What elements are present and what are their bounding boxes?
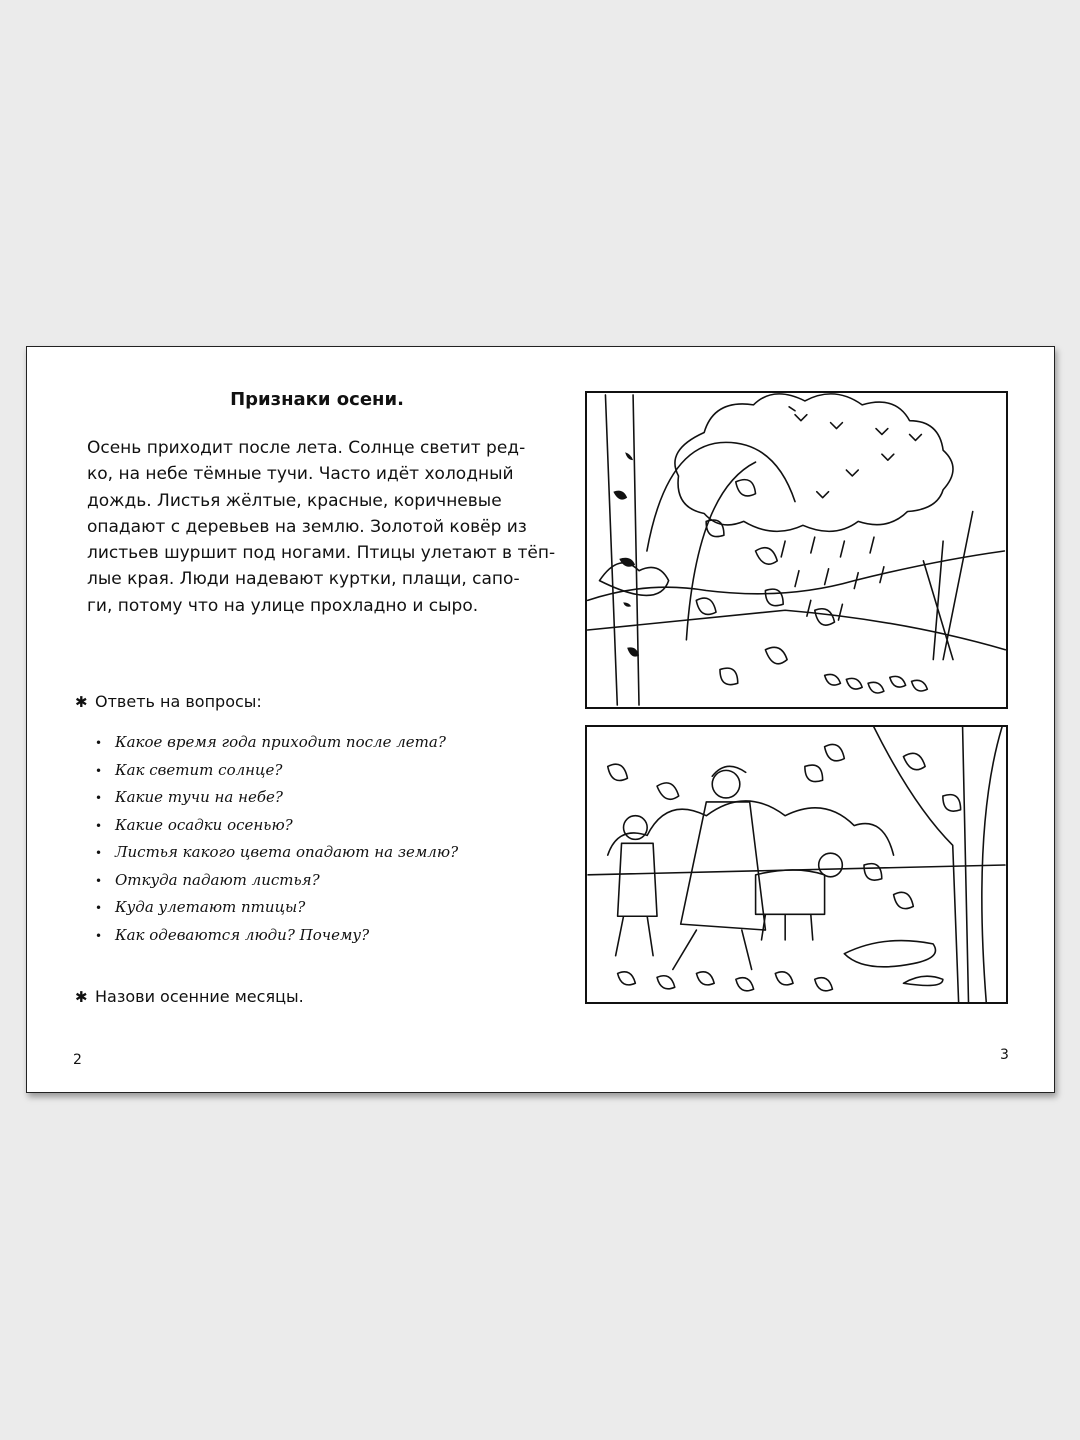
bullet-icon: • bbox=[95, 736, 103, 750]
puddle bbox=[844, 941, 935, 967]
paragraph-line: листьев шуршит под ногами. Птицы улетают в тёп- bbox=[87, 543, 556, 564]
rain-scene-drawing bbox=[587, 393, 1006, 707]
hill-line bbox=[588, 610, 1006, 649]
autumn-walk-illustration bbox=[585, 725, 1008, 1004]
leaf-icon bbox=[894, 892, 914, 908]
leaf-icon bbox=[765, 589, 783, 606]
leaf-icon bbox=[805, 765, 823, 782]
tree-branch bbox=[686, 462, 755, 640]
bird-icon bbox=[789, 407, 807, 421]
page-title: Признаки осени. bbox=[230, 389, 404, 410]
bullet-icon: • bbox=[95, 846, 103, 860]
task-label: Ответь на вопросы: bbox=[95, 692, 262, 711]
task-name-months bbox=[75, 987, 304, 1006]
child-coat bbox=[618, 843, 657, 916]
walk-scene-drawing bbox=[587, 727, 1006, 1002]
paragraph-line: дождь. Листья жёлтые, красные, коричневые bbox=[87, 490, 502, 511]
book-spread bbox=[26, 346, 1055, 1093]
bird-icon bbox=[910, 434, 922, 440]
birch-mark bbox=[625, 452, 633, 460]
bullet-icon: • bbox=[95, 763, 103, 778]
list-item bbox=[95, 871, 458, 899]
dog-body bbox=[756, 870, 825, 914]
child-legs bbox=[616, 916, 653, 955]
bullet-icon: • bbox=[95, 818, 103, 833]
leaf-icon bbox=[825, 744, 845, 760]
dog-legs bbox=[762, 914, 813, 940]
task-label: Назови осенние месяцы. bbox=[95, 987, 304, 1006]
paragraph-line: ги, потому что на улице прохладно и сыро. bbox=[87, 595, 479, 616]
bird-icon bbox=[846, 470, 858, 476]
birch-trunk-left bbox=[605, 395, 617, 705]
question-text: Как одеваются люди? Почему? bbox=[115, 925, 370, 944]
bullet-icon: • bbox=[95, 873, 103, 888]
paragraph-line: опадают с деревьев на землю. Золотой ковёр из bbox=[87, 516, 527, 537]
leaf-icon bbox=[657, 783, 679, 799]
man-legs bbox=[673, 930, 752, 969]
fallen-leaves bbox=[618, 972, 833, 991]
leaf-icon bbox=[864, 864, 882, 881]
page-number-left: 2 bbox=[73, 1052, 82, 1068]
rain-drops bbox=[781, 537, 884, 620]
leaf-icon bbox=[815, 609, 835, 625]
birch-mark bbox=[613, 491, 627, 500]
question-text: Куда улетают птицы? bbox=[115, 898, 306, 916]
bullet-icon: • bbox=[95, 791, 103, 805]
list-item bbox=[95, 926, 458, 954]
bird-icon bbox=[831, 423, 843, 429]
leaf-icon bbox=[903, 753, 925, 769]
child-head bbox=[624, 816, 648, 840]
autumn-rain-illustration bbox=[585, 391, 1008, 709]
bullet-icon: • bbox=[95, 928, 103, 943]
leaf-icon bbox=[943, 795, 961, 812]
leaf-icon bbox=[756, 548, 778, 564]
birch-mark bbox=[623, 602, 631, 606]
dog-head bbox=[819, 853, 843, 877]
paragraph-line: ко, на небе тёмные тучи. Часто идёт холодный bbox=[87, 464, 514, 485]
paragraph-line: лые края. Люди надевают куртки, плащи, сапо- bbox=[87, 569, 520, 590]
question-text: Какие осадки осенью? bbox=[115, 815, 293, 834]
question-text: Откуда падают листья? bbox=[115, 870, 320, 889]
list-item bbox=[95, 843, 458, 871]
question-list bbox=[95, 733, 458, 953]
page-number-right: 3 bbox=[1000, 1047, 1009, 1063]
man-coat bbox=[681, 802, 766, 930]
task-answer-questions bbox=[75, 692, 262, 711]
bird-icon bbox=[817, 492, 829, 498]
paragraph-line: Осень приходит после лета. Солнце светит ред- bbox=[87, 438, 526, 458]
list-item bbox=[95, 816, 458, 844]
rain-cloud bbox=[675, 394, 953, 531]
list-item bbox=[95, 733, 458, 761]
birch-trunk-right bbox=[633, 395, 639, 705]
list-item bbox=[95, 761, 458, 789]
question-text: Листья какого цвета опадают на землю? bbox=[115, 843, 459, 861]
question-text: Какие тучи на небе? bbox=[115, 788, 283, 806]
leaf-icon bbox=[608, 764, 628, 780]
list-item bbox=[95, 788, 458, 816]
asterisk-icon: ✱ bbox=[75, 988, 88, 1006]
bush-stems bbox=[923, 511, 972, 659]
leaf-icon bbox=[696, 598, 716, 614]
leaf-icon bbox=[720, 668, 738, 685]
bullet-icon: • bbox=[95, 901, 103, 915]
puddle bbox=[903, 976, 942, 985]
fallen-leaves bbox=[825, 674, 928, 693]
bush-left bbox=[600, 563, 669, 596]
leaf-icon bbox=[736, 480, 756, 496]
intro-paragraph bbox=[87, 435, 556, 619]
question-text: Какое время года приходит после лета? bbox=[115, 733, 446, 751]
leaf-icon bbox=[765, 647, 787, 663]
list-item bbox=[95, 898, 458, 926]
asterisk-icon: ✱ bbox=[75, 693, 88, 711]
bird-icon bbox=[876, 429, 888, 435]
bird-icon bbox=[882, 454, 894, 460]
tree-trunk bbox=[874, 727, 1002, 1002]
man-head bbox=[712, 770, 740, 798]
question-text: Как светит солнце? bbox=[115, 760, 283, 779]
